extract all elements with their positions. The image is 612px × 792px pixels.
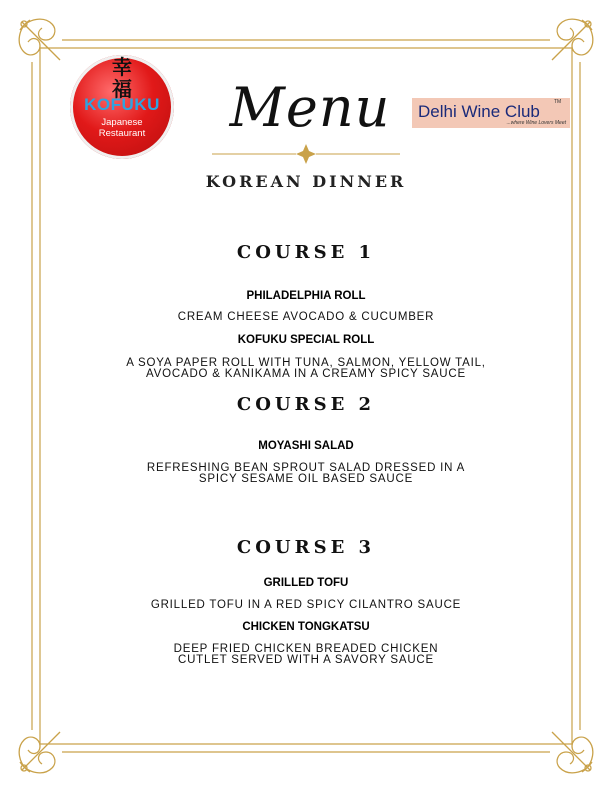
logo-line2: Restaurant	[98, 128, 146, 139]
dish-desc: CREAM CHEESE AVOCADO & CUCUMBER	[177, 311, 435, 323]
logo-kanji-top: 幸	[112, 55, 132, 79]
dish-kofuku-special-roll: KOFUKU SPECIAL ROLL	[237, 334, 375, 346]
logo-brand: KOFUKU	[84, 95, 160, 114]
course-1-heading: COURSE 1	[236, 242, 376, 263]
dish-desc: SPICY SESAME OIL BASED SAUCE	[198, 473, 414, 485]
dish-desc: DEEP FRIED CHICKEN BREADED CHICKEN	[173, 643, 439, 655]
menu-subtitle: KOREAN DINNER	[205, 172, 407, 191]
logo-kanji-bottom: 福	[112, 77, 132, 101]
dish-moyashi-salad: MOYASHI SALAD	[258, 440, 354, 452]
dish-desc: A SOYA PAPER ROLL WITH TUNA, SALMON, YELLOW TAIL,	[126, 357, 486, 369]
dish-desc: CUTLET SERVED WITH A SAVORY SAUCE	[177, 654, 435, 666]
course-2-heading: COURSE 2	[236, 394, 376, 415]
club-trademark: TM	[554, 99, 562, 105]
club-name: Delhi Wine Club	[418, 102, 540, 121]
dish-chicken-tongkatsu: CHICKEN TONGKATSU	[242, 621, 370, 633]
menu-title: Menu	[229, 76, 391, 139]
logo-line1: Japanese	[101, 117, 143, 128]
course-3-heading: COURSE 3	[236, 537, 376, 558]
dish-philadelphia-roll: PHILADELPHIA ROLL	[246, 290, 366, 302]
delhi-wine-club-logo	[412, 98, 570, 128]
dish-grilled-tofu: GRILLED TOFU	[263, 577, 349, 589]
kofuku-logo	[70, 55, 174, 167]
club-tagline: ...where Wine Lovers Meet	[506, 120, 566, 126]
dish-desc: GRILLED TOFU IN A RED SPICY CILANTRO SAUCE	[150, 599, 462, 611]
dish-desc: AVOCADO & KANIKAMA IN A CREAMY SPICY SAUCE	[146, 368, 466, 380]
dish-desc: REFRESHING BEAN SPROUT SALAD DRESSED IN A	[146, 462, 466, 474]
